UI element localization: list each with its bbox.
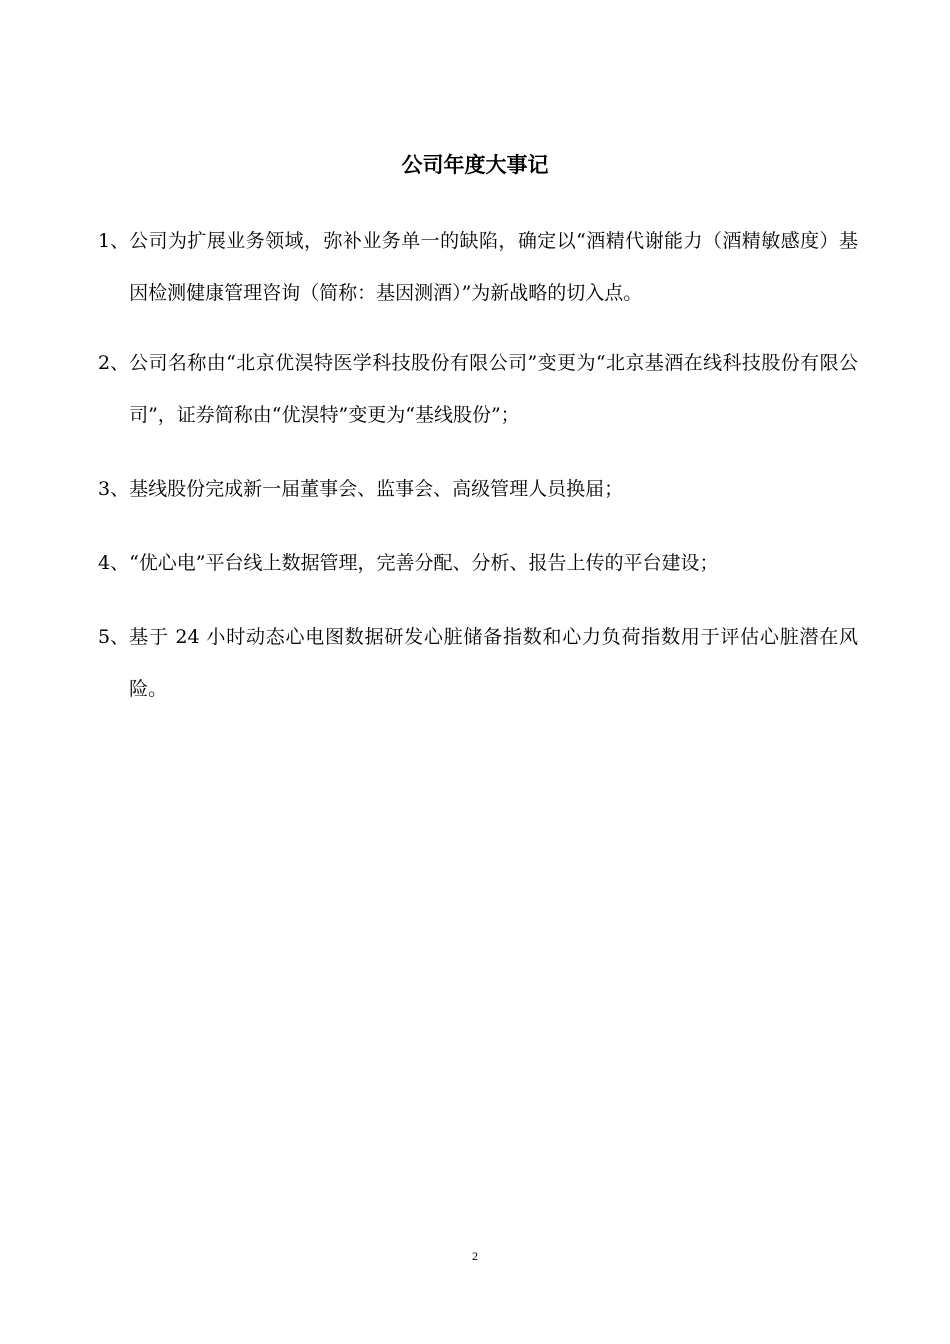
item-text: 基线股份完成新一届董事会、监事会、高级管理人员换届； [129,478,624,500]
item-text: 基于 24 小时动态心电图数据研发心脏储备指数和心力负荷指数用于评估心脏潜在风险。 [129,626,858,700]
list-item [98,215,858,319]
item-number: 3、 [98,478,130,500]
list-item [98,463,858,515]
item-text: 公司为扩展业务领域，弥补业务单一的缺陷，确定以“酒精代谢能力（酒精敏感度）基因检测健康管理咨询（简称：基因测酒）”为新战略的切入点。 [129,230,858,304]
page-number: 2 [472,1249,478,1263]
item-number: 4、 [98,552,130,574]
page-title: 公司年度大事记 [401,153,549,177]
list-item [98,337,858,441]
list-item [98,611,858,715]
item-text: 公司名称由“北京优淏特医学科技股份有限公司”变更为“北京基酒在线科技股份有限公司”，证券简称由“优淏特”变更为“基线股份”； [129,352,858,426]
item-number: 1、 [98,230,130,252]
list-item [98,537,858,589]
item-text: “优心电”平台线上数据管理，完善分配、分析、报告上传的平台建设； [129,552,719,574]
item-number: 2、 [98,352,130,374]
item-number: 5、 [98,626,130,648]
